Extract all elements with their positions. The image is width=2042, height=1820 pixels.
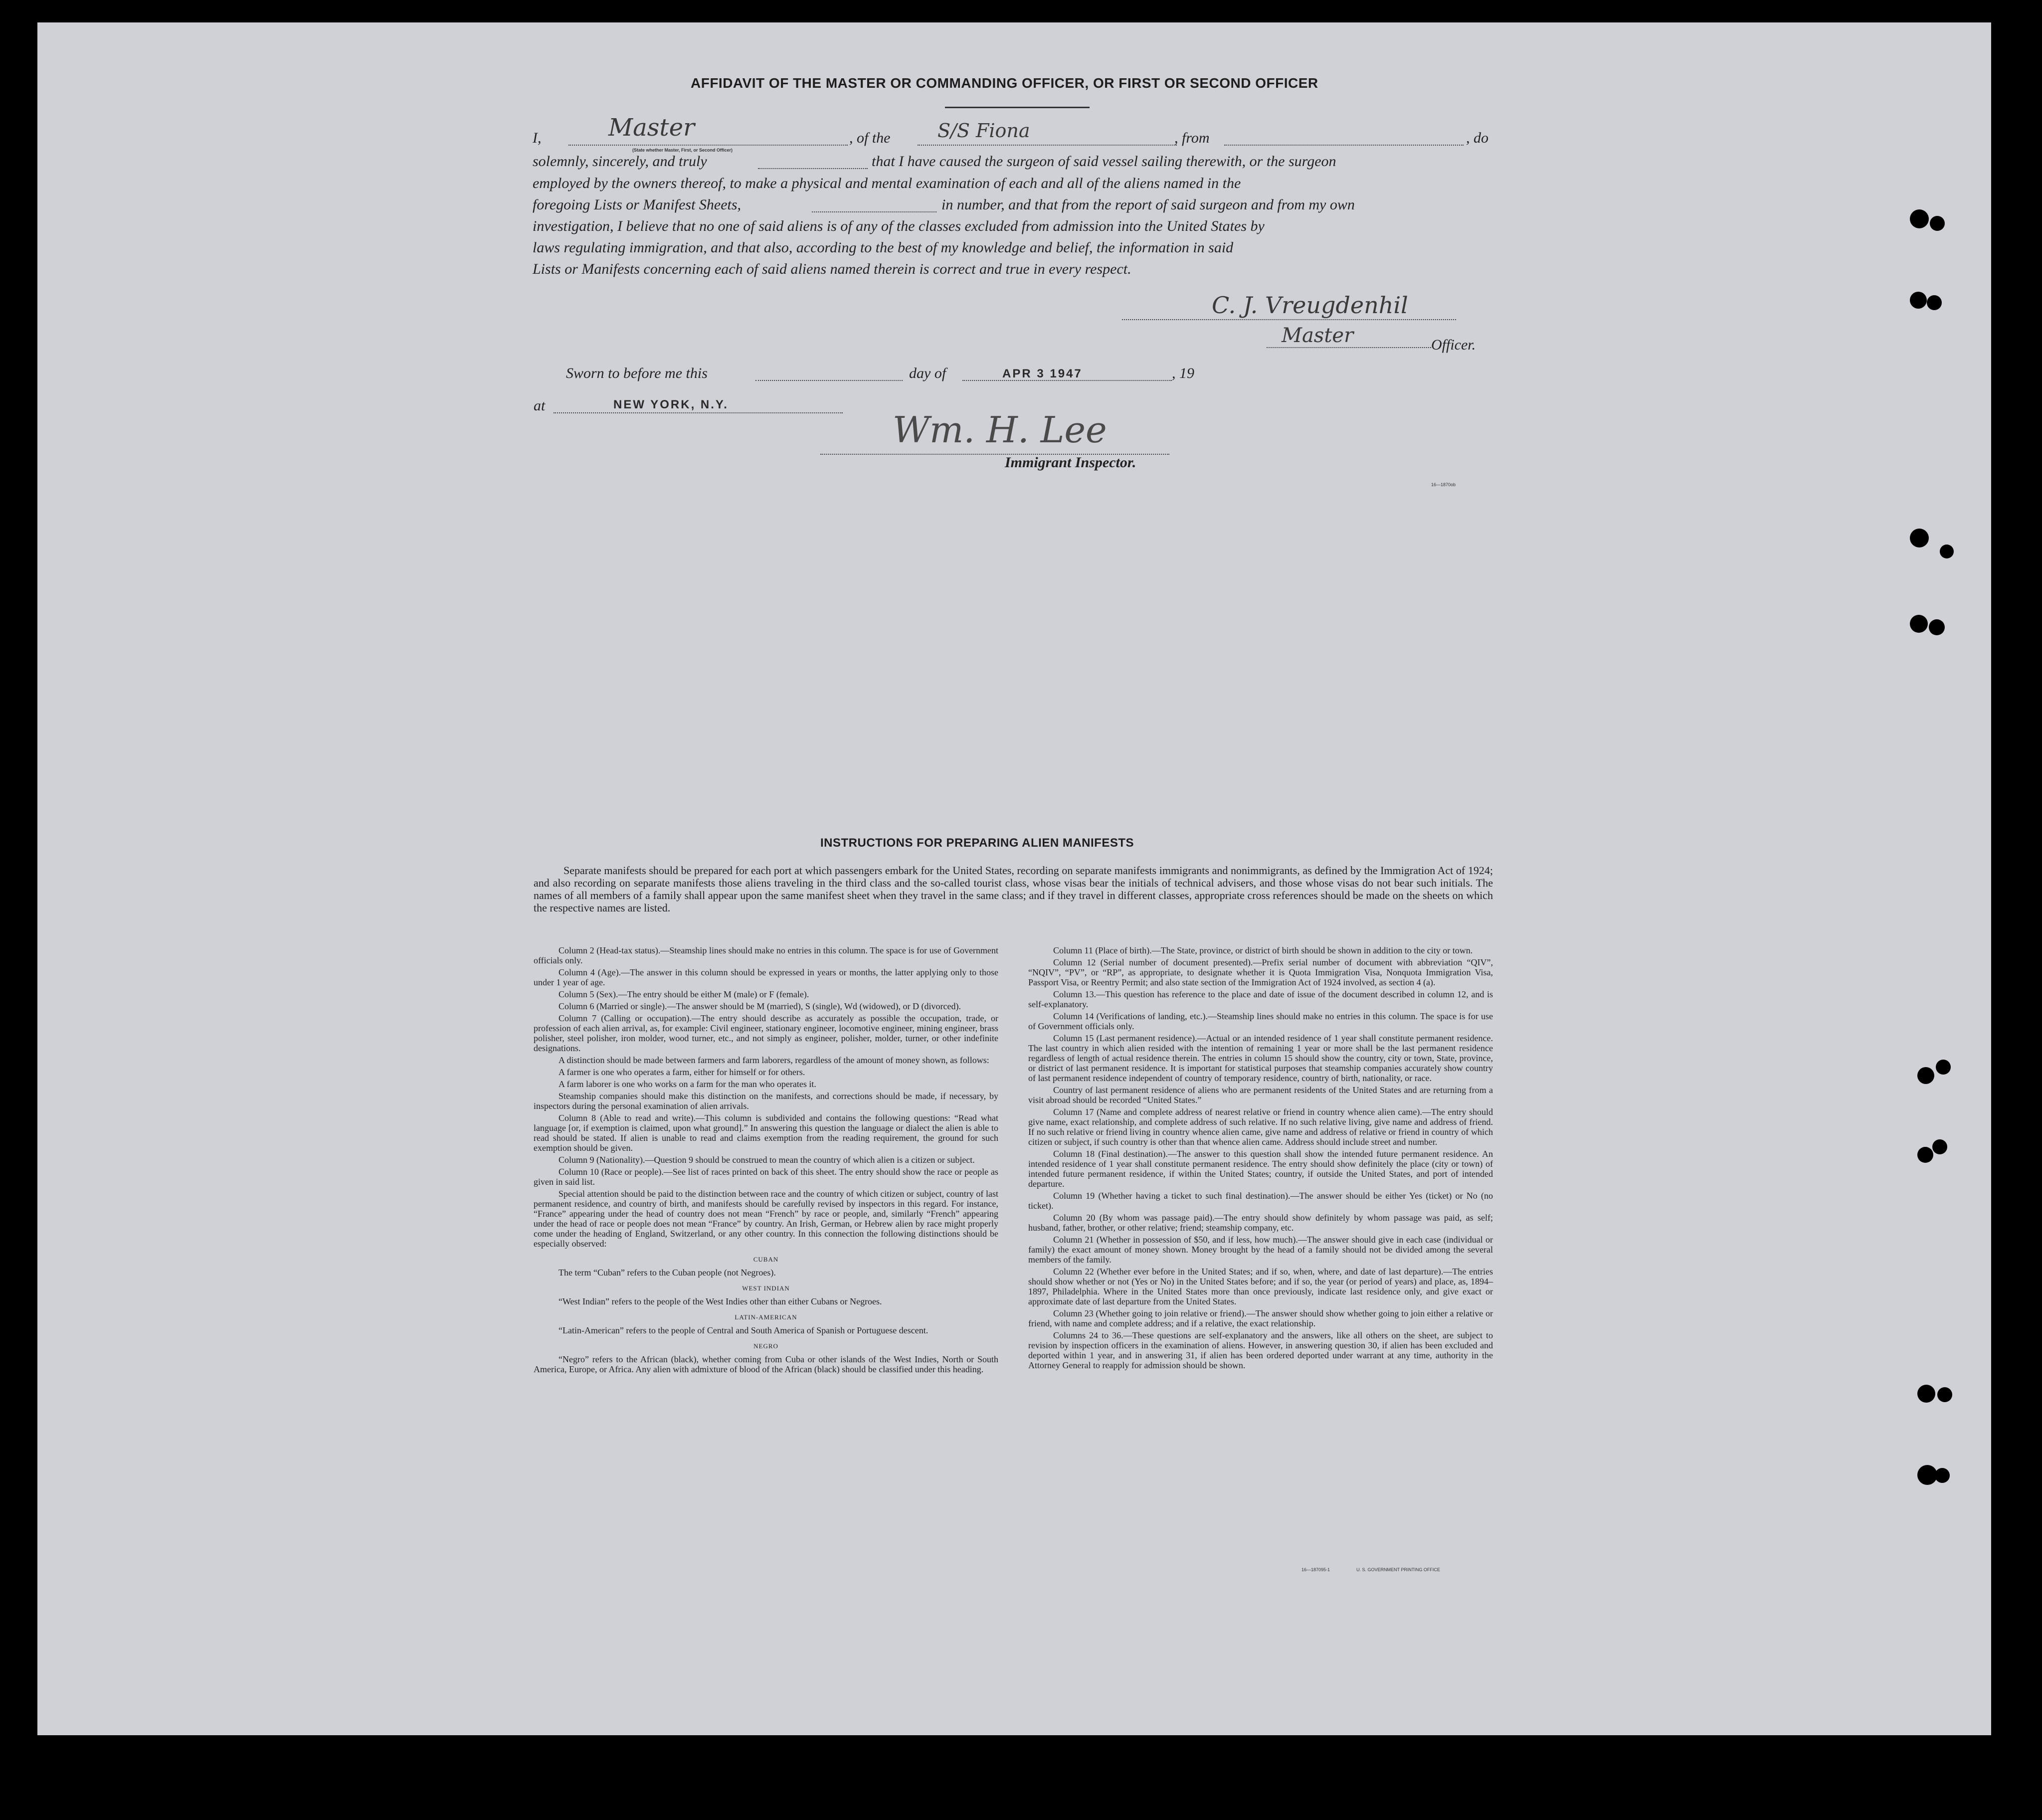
affidavit-line-5: investigation, I believe that no one of said aliens is of any of the classes excluded from admission into the United States by: [533, 218, 1265, 234]
sworn-label: Sworn to before me this: [566, 365, 708, 381]
state-note: (State whether Master, First, or Second Officer): [632, 148, 733, 153]
affidavit-line-6: laws regulating immigration, and that also, according to the best of my knowledge and belief, the information in said: [533, 239, 1234, 256]
right-paragraph: Column 21 (Whether in possession of $50, and if less, how much).—The answer should give in each case (individual or family) the exact amount of money shown. Money brought by the head of a family should not be divided among the several members of the family.: [1028, 1235, 1493, 1265]
west-indian-text: “West Indian” refers to the people of the West Indies other than either Cubans or Negroes.: [558, 1296, 882, 1306]
left-paragraph: Column 4 (Age).—The answer in this column should be expressed in years or months, the latter applying only to those under 1 year of age.: [534, 967, 998, 987]
master-signature-title: Master: [1282, 324, 1354, 347]
punch-hole: [1937, 1387, 1952, 1402]
from-label: , from: [1174, 130, 1210, 146]
line2-start: solemnly, sincerely, and truly: [533, 153, 707, 170]
line4-end: in number, and that from the report of said surgeon and from my own: [941, 196, 1355, 213]
right-paragraph: Column 14 (Verifications of landing, etc.).—Steamship lines should make no entries in this column. The space is for use of Government officials only.: [1028, 1011, 1493, 1031]
officer-label: Officer.: [1431, 337, 1476, 353]
instructions-title: INSTRUCTIONS FOR PREPARING ALIEN MANIFESTS: [820, 836, 1134, 850]
punch-hole: [1910, 209, 1929, 228]
punch-hole: [1935, 1468, 1950, 1483]
form-number: 16—1870ob: [1431, 482, 1456, 487]
west-indian-heading: WEST INDIAN: [742, 1284, 790, 1292]
punch-hole: [1927, 295, 1942, 310]
footer-form-number: 16—187095-1: [1301, 1567, 1330, 1572]
place-field: [554, 412, 843, 413]
of-the-label: , of the: [849, 130, 891, 146]
affidavit-title: AFFIDAVIT OF THE MASTER OR COMMANDING OFFICER, OR FIRST OR SECOND OFFICER: [691, 75, 1318, 91]
instructions-intro: Separate manifests should be prepared for each port at which passengers embark for the United States, recording on separate manifests immigrants and nonimmigrants, as defined by the Immigration Act of 1924; and also recording on separate manifests those aliens traveling in the third class and the so-called tourist class, whose visas bear the initials of technical advisers, and those whose visas do not bear such initials. The names of all members of a family shall appear upon the same manifest sheet when they travel in the same class; and if they travel in different classes, appropriate cross references should be made on the sheets on which the respective names are listed.: [534, 864, 1493, 914]
punch-hole: [1932, 1139, 1947, 1154]
cuban-heading: CUBAN: [753, 1256, 779, 1263]
latin-american-text: “Latin-American” refers to the people of Central and South America of Spanish or Portuguese descent.: [558, 1325, 928, 1335]
officer-line: [1267, 347, 1431, 348]
left-paragraph: A farmer is one who operates a farm, either for himself or for others.: [558, 1067, 805, 1077]
right-paragraph: Column 18 (Final destination).—The answer to this question shall show the intended future permanent residence. An intended residence of 1 year shall constitute permanent residence. The entry should show definitely the place (city or town) of intended future permanent residence, if within the United States; country, if outside the United States, and port of intended departure.: [1028, 1149, 1493, 1189]
right-paragraph: Column 20 (By whom was passage paid).—The entry should show definitely by whom passage was paid, as self; husband, father, brother, or other relative; friend; steamship company, etc.: [1028, 1213, 1493, 1233]
negro-heading: NEGRO: [753, 1342, 778, 1350]
punch-hole: [1917, 1385, 1935, 1403]
left-paragraph: Special attention should be paid to the distinction between race and the country of which citizen or subject, country of last permanent residence, and country of birth, and manifests should be carefully revised by inspectors in this regard. For instance, “France” appearing under the head of country does not mean “French” by race or people, and, similarly “French” appearing under the head of race or people does not mean “France” by country. An Irish, German, or Hebrew alien by race might properly come under the heading of England, Switzerland, or any other country. In this connection the following distinctions should be especially observed:: [534, 1189, 998, 1249]
right-paragraph: Column 13.—This question has reference to the place and date of issue of the document described in column 12, and is self-explanatory.: [1028, 989, 1493, 1009]
latin-american-heading: LATIN-AMERICAN: [735, 1313, 797, 1321]
punch-hole: [1936, 1060, 1951, 1075]
do-label: , do: [1466, 130, 1488, 146]
punch-hole: [1929, 619, 1945, 635]
left-paragraph: Column 7 (Calling or occupation).—The entry should describe as accurately as possible the occupation, trade, or profession of each alien arrival, as, for example: Civil engineer, stationary engineer, locomotive engineer, mining engineer, brass polisher, steel polisher, iron molder, wood turner, etc., and not simply as engineer, polisher, molder, turner, or other indefinite designations.: [534, 1013, 998, 1053]
line2-end: that I have caused the surgeon of said vessel sailing therewith, or the surgeon: [872, 153, 1336, 170]
punch-hole: [1917, 1465, 1937, 1485]
affidavit-line-4: [533, 194, 741, 216]
title-divider: [945, 107, 1090, 108]
left-paragraph: Column 6 (Married or single).—The answer should be M (married), S (single), Wd (widowed), or D (divorced).: [558, 1001, 961, 1011]
inspector-signature: Wm. H. Lee: [893, 409, 1107, 451]
from-field: [1224, 145, 1464, 146]
right-paragraph: Column 17 (Name and complete address of nearest relative or friend in country whence alien came).—The entry should give name, exact relationship, and complete address of such relative. If no such relative living, give name and address of friend. If no such relative or friend living in country whence alien came, give name and address of relative or friend in country of which citizen or subject, if such country is other than that whence alien came. Address should include street and number.: [1028, 1107, 1493, 1147]
left-paragraph: Column 8 (Able to read and write).—This column is subdivided and contains the following questions: “Read what language [or, if exemption is claimed, upon what ground].” In answering this question the language or dialect the alien is able to read should be stated. If alien is unable to read and claims exemption from the reading requirement, the ground for such exemption should be given.: [534, 1113, 998, 1153]
punch-hole: [1930, 216, 1945, 231]
negro-text: “Negro” refers to the African (black), whether coming from Cuba or other islands of the West Indies, North or South America, Europe, or Africa. Any alien with admixture of blood of the African (black) should be classified under this heading.: [534, 1354, 998, 1374]
affidavit-line-7: Lists or Manifests concerning each of said aliens named therein is correct and true in every respect.: [533, 261, 1131, 277]
punch-hole: [1940, 545, 1954, 558]
punch-hole: [1917, 1067, 1934, 1084]
punch-hole: [1917, 1147, 1933, 1163]
i-label: I,: [533, 130, 542, 146]
left-paragraph: Column 5 (Sex).—The entry should be either M (male) or F (female).: [558, 989, 809, 999]
vessel-handwriting: S/S Fiona: [937, 120, 1030, 142]
swear-field: [758, 168, 868, 169]
left-paragraph: Column 10 (Race or people).—See list of races printed on back of this sheet. The entry should show the race or people as given in said list.: [534, 1167, 998, 1187]
left-paragraph: Column 2 (Head-tax status).—Steamship lines should make no entries in this column. The space is for use of Government officials only.: [534, 945, 998, 965]
affidavit-line-2: [533, 151, 707, 173]
right-paragraph: Column 11 (Place of birth).—The State, province, or district of birth should be shown in addition to the city or town.: [1053, 945, 1473, 955]
year-prefix: , 19: [1172, 365, 1194, 381]
footer-printing-office: U. S. GOVERNMENT PRINTING OFFICE: [1356, 1567, 1440, 1572]
day-of-label: day of: [909, 365, 946, 381]
place-stamp: NEW YORK, N.Y.: [613, 398, 729, 411]
punch-hole: [1910, 529, 1929, 547]
vessel-field: [918, 145, 1177, 146]
right-paragraph: Columns 24 to 36.—These questions are self-explanatory and the answers, like all others on the sheet, are subject to revision by inspection officers in the examination of aliens. However, in answering question 30, if alien has been excluded and deported within 1 year, and in answering 31, if alien has been ordered deported under warrant at any time, authority in the Attorney General to reapply for admission should be shown.: [1028, 1330, 1493, 1370]
line4-start: foregoing Lists or Manifest Sheets,: [533, 196, 742, 213]
right-column: [1028, 945, 1493, 1372]
right-paragraph: Column 23 (Whether going to join relative or friend).—The answer should show whether going to join either a relative or friend, with name and complete address; and if a relative, the exact relationship.: [1028, 1308, 1493, 1328]
master-signature: C. J. Vreugdenhil: [1212, 292, 1408, 319]
left-paragraph: Column 9 (Nationality).—Question 9 should be construed to mean the country of which alien is a citizen or subject.: [558, 1155, 975, 1165]
master-title-field: [568, 145, 848, 146]
affidavit-line-3: employed by the owners thereof, to make a physical and mental examination of each and all of the aliens named in the: [533, 175, 1241, 191]
right-paragraph: Country of last permanent residence of aliens who are permanent residents of the United States and are returning from a visit abroad should be recorded “United States.”: [1028, 1085, 1493, 1105]
sworn-day-field: [755, 380, 903, 381]
punch-hole: [1910, 615, 1928, 633]
signature-line: [1122, 319, 1456, 320]
right-paragraph: Column 22 (Whether ever before in the United States; and if so, when, where, and date of last departure).—The entries should show whether or not (Yes or No) in the United States before; and if so, the year (or period of years) and place, as, 1894–1897, Philadelphia. Where in the United States more than once previously, indicate last residence only, and give exact or approximate date of last departure from the United States.: [1028, 1267, 1493, 1306]
right-paragraph: Column 19 (Whether having a ticket to such final destination).—The answer should be either Yes (ticket) or No (no ticket).: [1028, 1191, 1493, 1211]
number-field: [812, 211, 936, 212]
left-paragraph: A farm laborer is one who works on a farm for the man who operates it.: [558, 1079, 816, 1089]
left-column: [534, 945, 998, 1376]
left-paragraph: A distinction should be made between farmers and farm laborers, regardless of the amount of money shown, as follows:: [558, 1055, 989, 1065]
at-label: at: [534, 397, 546, 414]
right-paragraph: Column 12 (Serial number of document presented).—Prefix serial number of document with abbreviation “QIV”, “NQIV”, “PV”, or “RP”, as appropriate, to designate whether it is Quota Immigration Visa, Nonquota Immigration Visa, Passport Visa, or Reentry Permit; and also state section of the Immigration Act of 1924 involved, as section 4 (a).: [1028, 957, 1493, 987]
punch-hole: [1910, 292, 1927, 309]
left-paragraph: Steamship companies should make this distinction on the manifests, and corrections should be made, if necessary, by inspectors during the personal examination of alien arrivals.: [534, 1091, 998, 1111]
right-paragraph: Column 15 (Last permanent residence).—Actual or an intended residence of 1 year shall constitute permanent residence. The last country in which alien resided with the intention of remaining 1 year or more shall be the last permanent residence regardless of length of actual residence therein. The entries in column 15 should show the country, city or town, State, province, or district of last permanent residence. It is important for statistical purposes that steamship companies accurately show country of last permanent residence independent of country of temporary residence, country of birth, nationality, or race.: [1028, 1033, 1493, 1083]
inspector-label: Immigrant Inspector.: [1005, 454, 1136, 471]
master-title-handwriting: Master: [608, 114, 695, 142]
date-stamp: APR 3 1947: [1002, 367, 1083, 380]
cuban-text: The term “Cuban” refers to the Cuban people (not Negroes).: [558, 1268, 776, 1277]
